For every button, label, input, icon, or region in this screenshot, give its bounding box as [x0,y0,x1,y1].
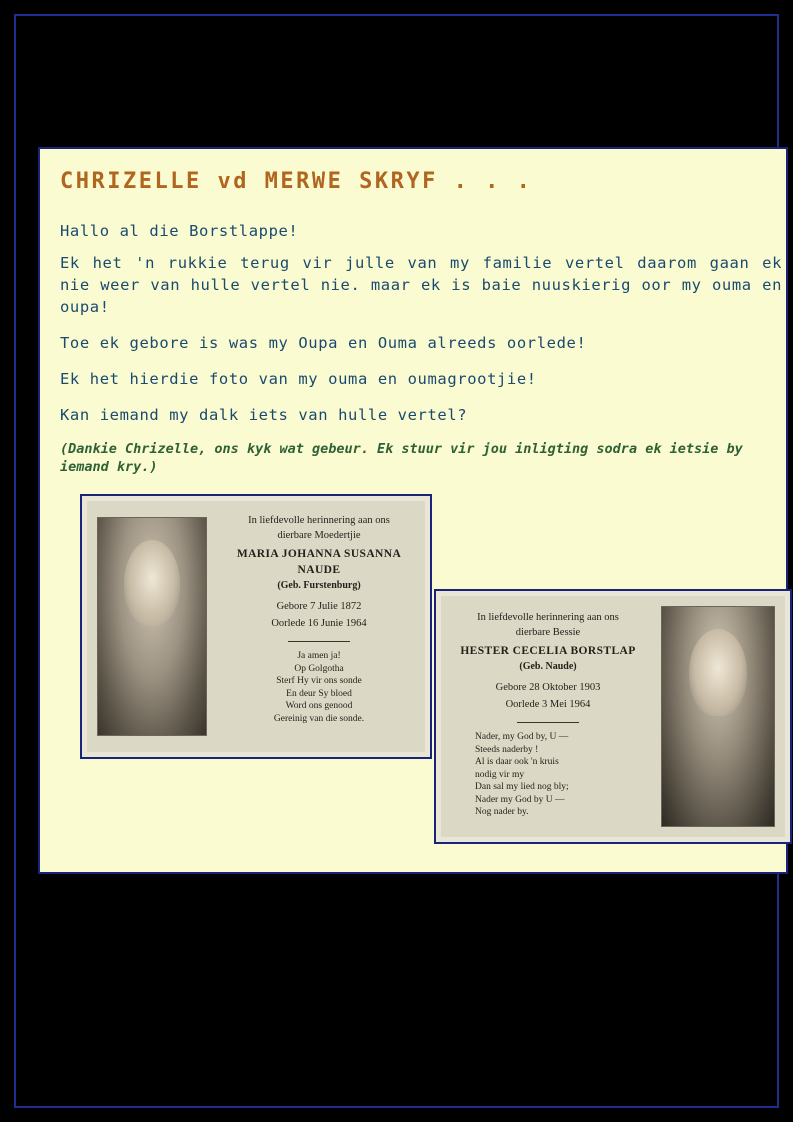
memorial-1-born: Gebore 7 Julie 1872 [276,601,362,612]
paragraph-4: Kan iemand my dalk iets van hulle vertel? [60,406,468,424]
memorial-photo-2 [661,606,775,827]
page-title: CHRIZELLE vd MERWE SKRYF . . . [60,169,533,194]
memorial-2-maiden-name: (Geb. Naude) [519,661,577,672]
memorial-1-line1: In liefdevolle herinnering aan ons [248,515,390,526]
memorial-card-1 [80,494,432,759]
paragraph-1: Ek het 'n rukkie terug vir julle van my familie vertel daarom gaan ek nie weer van hulle vertel nie. maar ek is baie nuuskierig oor my ouma en oupa! [60,254,782,316]
greeting-text: Hallo al die Borstlappe! [60,222,299,240]
memorial-1-line2: dierbare Moedertjie [277,530,361,541]
paragraph-3: Ek het hierdie foto van my ouma en oumagrootjie! [60,370,537,388]
memorial-1-divider [288,641,350,642]
memorial-1-maiden-name: (Geb. Furstenburg) [277,580,361,591]
article-panel [38,147,788,874]
memorial-2-divider [517,722,579,723]
page-frame [14,14,782,1108]
memorial-card-2 [434,589,792,844]
memorial-2-verse: Nader, my God by, U — Steeds naderby ! Al is daar ook 'n kruis nodig vir my Dan sal my lied nog bly; Nader my God by U — Nog nader by. [475,732,569,817]
memorial-2-line2: dierbare Bessie [515,627,581,638]
paragraph-2: Toe ek gebore is was my Oupa en Ouma alreeds oorlede! [60,334,587,352]
memorial-2-died: Oorlede 3 Mei 1964 [505,699,591,710]
memorial-2-born: Gebore 28 Oktober 1903 [495,682,601,693]
memorial-2-person-name: HESTER CECELIA BORSTLAP [460,645,636,657]
memorial-cards-area [52,494,776,874]
memorial-2-line1: In liefdevolle herinnering aan ons [477,612,619,623]
memorial-1-verse: Ja amen ja! Op Golgotha Sterf Hy vir ons sonde En deur Sy bloed Word ons genood Gereinig van die sonde. [273,651,365,724]
memorial-photo-1 [97,517,207,736]
editor-note: (Dankie Chrizelle, ons kyk wat gebeur. Ek stuur vir jou inligting sodra ek ietsie by iemand kry.) [60,441,743,475]
memorial-1-person-name: MARIA JOHANNA SUSANNA NAUDE [236,548,402,576]
memorial-1-died: Oorlede 16 Junie 1964 [271,618,367,629]
